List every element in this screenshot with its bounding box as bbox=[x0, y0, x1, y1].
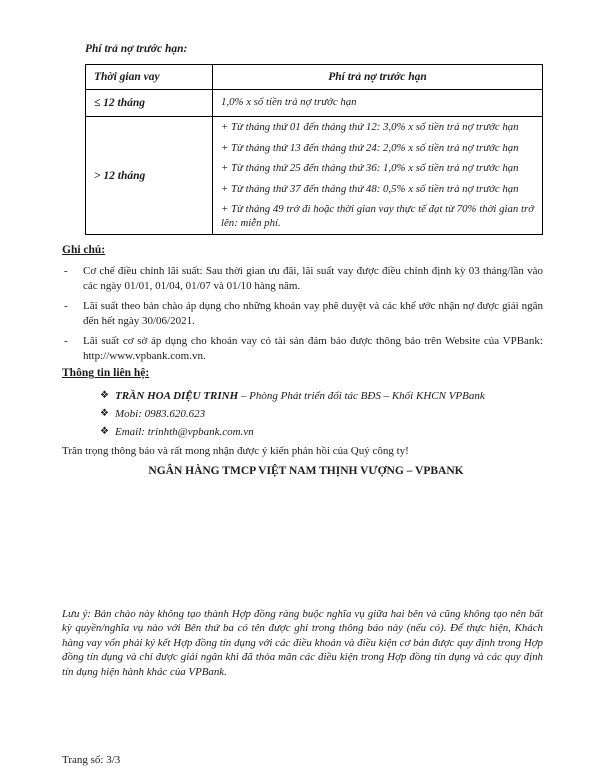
section-title-prepayment-fee: Phí trả nợ trước hạn: bbox=[85, 43, 188, 55]
fee-cell bbox=[213, 117, 543, 235]
contact-list bbox=[62, 387, 543, 441]
dash-bullet: - bbox=[64, 335, 68, 347]
contact-person bbox=[62, 387, 543, 405]
dash-bullet: - bbox=[64, 300, 68, 312]
loan-term-cell: > 12 tháng bbox=[86, 117, 213, 235]
col-header-loan-term: Thời gian vay bbox=[86, 65, 213, 90]
contact-heading: Thông tin liên hệ: bbox=[62, 367, 150, 379]
col-header-prepayment-fee: Phí trả nợ trước hạn bbox=[213, 65, 543, 90]
contact-mobile-text: Mobi: 0983.620.623 bbox=[115, 408, 206, 420]
contact-email-text: Email: trinhth@vpbank.com.vn bbox=[115, 426, 254, 438]
dash-bullet: - bbox=[64, 265, 68, 277]
contact-person-role: – Phòng Phát triển đối tác BĐS – Khối KHCN VPBank bbox=[238, 390, 485, 402]
bank-name: NGÂN HÀNG TMCP VIỆT NAM THỊNH VƯỢNG – VPBANK bbox=[148, 465, 464, 477]
table-header-row bbox=[86, 65, 543, 90]
contact-person-name: TRẦN HOA DIỆU TRINH bbox=[115, 390, 239, 402]
contact-email bbox=[62, 423, 543, 441]
loan-term-cell: ≤ 12 tháng bbox=[86, 90, 213, 117]
notes-heading: Ghi chú: bbox=[62, 244, 106, 256]
fee-line: + Từ tháng thứ 25 đến tháng thứ 36: 1,0% x số tiền trả nợ trước hạn bbox=[221, 162, 519, 174]
note-item bbox=[62, 334, 543, 363]
contact-section bbox=[62, 366, 543, 459]
contact-mobile bbox=[62, 405, 543, 423]
note-item bbox=[62, 264, 543, 293]
notes-section bbox=[62, 243, 543, 369]
note-text: Lãi suất cơ sở áp dụng cho khoản vay có tài sản đảm bảo được thông báo trên Website của VPBank: http://www.vpbank.com.vn. bbox=[83, 335, 543, 362]
page-number: Trang số: 3/3 bbox=[62, 754, 121, 766]
note-text: Cơ chế điều chỉnh lãi suất: Sau thời gian ưu đãi, lãi suất vay được điều chỉnh định kỳ 03 tháng/lần vào các ngày 01/01, 01/04, 01/07 và 01/10 hàng năm. bbox=[83, 265, 543, 292]
prepayment-fee-table-container bbox=[85, 64, 543, 235]
fee-line: + Từ tháng thứ 01 đến tháng thứ 12: 3,0% x số tiền trả nợ trước hạn bbox=[221, 121, 519, 133]
fee-line: 1,0% x số tiền trả nợ trước hạn bbox=[221, 96, 357, 109]
diamond-bullet-icon: ❖ bbox=[100, 426, 109, 437]
fee-line: + Từ tháng 49 trở đi hoặc thời gian vay thực tế đạt từ 70% thời gian trở lên: miễn phí. bbox=[221, 203, 534, 229]
note-item bbox=[62, 299, 543, 328]
diamond-bullet-icon: ❖ bbox=[100, 390, 109, 401]
closing-line: Trân trọng thông báo và rất mong nhận được ý kiến phản hồi của Quý công ty! bbox=[62, 445, 409, 457]
fee-cell bbox=[213, 90, 543, 117]
note-text: Lãi suất theo bản chào áp dụng cho những khoản vay phê duyệt và các khế ước nhận nợ được giải ngân đến hết ngày 30/06/2021. bbox=[83, 300, 543, 327]
diamond-bullet-icon: ❖ bbox=[100, 408, 109, 419]
disclaimer-text: Lưu ý: Bản chào này không tạo thành Hợp đồng ràng buộc nghĩa vụ giữa hai bên và cũng không tạo nên bất kỳ quyền/nghĩa vụ nào với Bên thứ ba có tên được ghi trong thông báo này (nếu có). Để thực hiện, Khách hàng vay vốn phải ký kết Hợp đồng tín dụng với các điều khoản và điều kiện cơ bản được quy định trong Hợp đồng tín dụng và chỉ được giải ngân khi đã thỏa mãn các điều kiện trong Hợp đồng tín dụng và các quy định tín dụng hiện hành khác của VPBank. bbox=[62, 608, 543, 678]
table-row bbox=[86, 117, 543, 235]
prepayment-fee-table bbox=[85, 64, 543, 235]
table-row bbox=[86, 90, 543, 117]
fee-line: + Từ tháng thứ 37 đến tháng thứ 48: 0,5% x số tiền trả nợ trước hạn bbox=[221, 182, 519, 195]
fee-line: + Từ tháng thứ 13 đến tháng thứ 24: 2,0% x số tiền trả nợ trước hạn bbox=[221, 141, 519, 154]
